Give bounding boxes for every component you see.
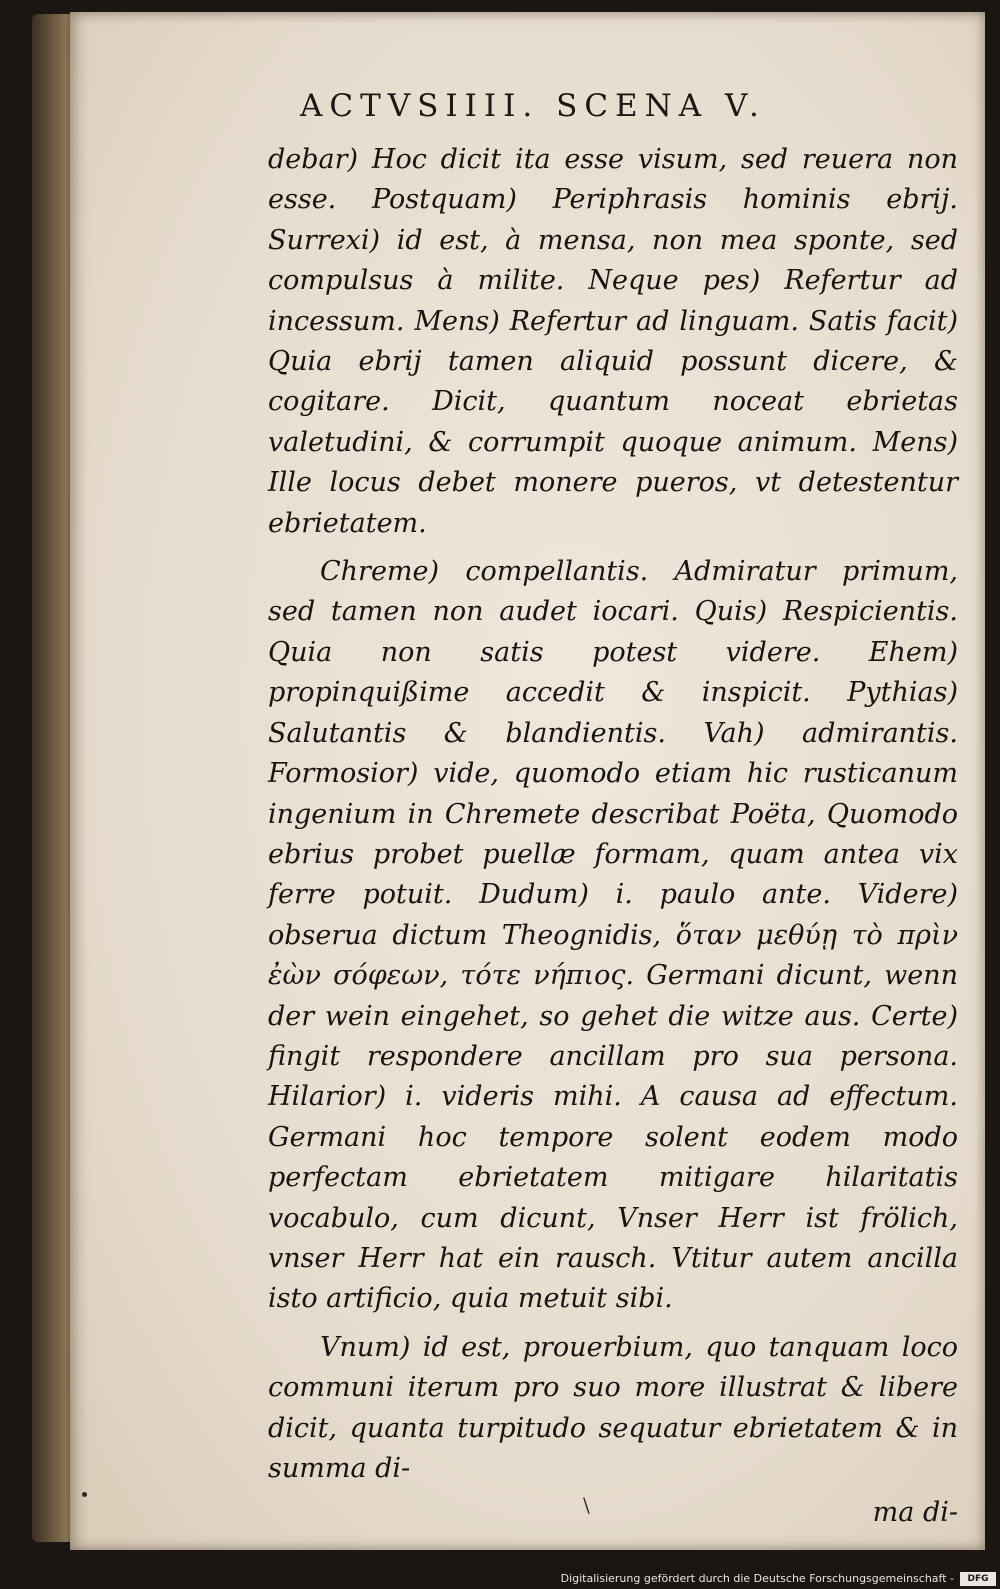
- page-mark: \: [583, 1493, 590, 1517]
- dfg-logo: DFG: [960, 1572, 996, 1586]
- digitization-credit: Digitalisierung gefördert durch die Deutsche Forschungsgemeinschaft -: [560, 1572, 954, 1585]
- commentary-text: [268, 140, 958, 1534]
- running-title: ACTVSIIII. SCENA V.: [300, 88, 766, 124]
- paragraph-3: Vnum) id est, prouerbium, quo tanquam loco communi iterum pro suo more illustrat & libere dicit, quanta turpitudo sequatur ebrietatem & in summa di-: [268, 1331, 958, 1484]
- paragraph-2: Chreme) compellantis. Admiratur primum, sed tamen non audet iocari. Quis) Respicientis. Quia non satis potest videre. Ehem) propinquißime accedit & inspicit. Pythias) Salutantis & blandientis. Vah) admirantis. Formosior) vide, quomodo etiam hic rusticanum ingenium in Chremete describat Poëta, Quomodo ebrius probet puellæ formam, quam antea vix ferre potuit. Dudum) i. paulo ante. Videre) obserua dictum Theognidis, ὅταν μεθύῃ τὸ πρὶν ἐὼν σόφεων, τότε νήπιος. Germani dicunt, wenn der wein eingehet, so gehet die witze aus. Certe) fingit respondere ancillam pro sua persona. Hilarior) i. videris mihi. A causa ad effectum. Germani hoc tempore solent eodem modo perfectam ebrietatem mitigare hilaritatis vocabulo, cum dicunt, Vnser Herr ist frölich, vnser Herr hat ein rausch. Vtitur autem ancilla isto artificio, quia metuit sibi.: [268, 556, 958, 1315]
- paragraph-1: debar) Hoc dicit ita esse visum, sed reuera non esse. Postquam) Periphrasis hominis ebrij. Surrexi) id est, à mensa, non mea sponte, sed compulsus à milite. Neque pes) Refertur ad incessum. Mens) Refertur ad linguam. Satis facit) Quia ebrij tamen aliquid possunt dicere, & cogitare. Dicit, quantum noceat ebrietas valetudini, & corrumpit quoque animum. Mens) Ille locus debet monere pueros, vt detestentur ebrietatem.: [268, 144, 958, 539]
- ink-dot: [82, 1492, 87, 1497]
- catchword: ma di-: [872, 1497, 958, 1529]
